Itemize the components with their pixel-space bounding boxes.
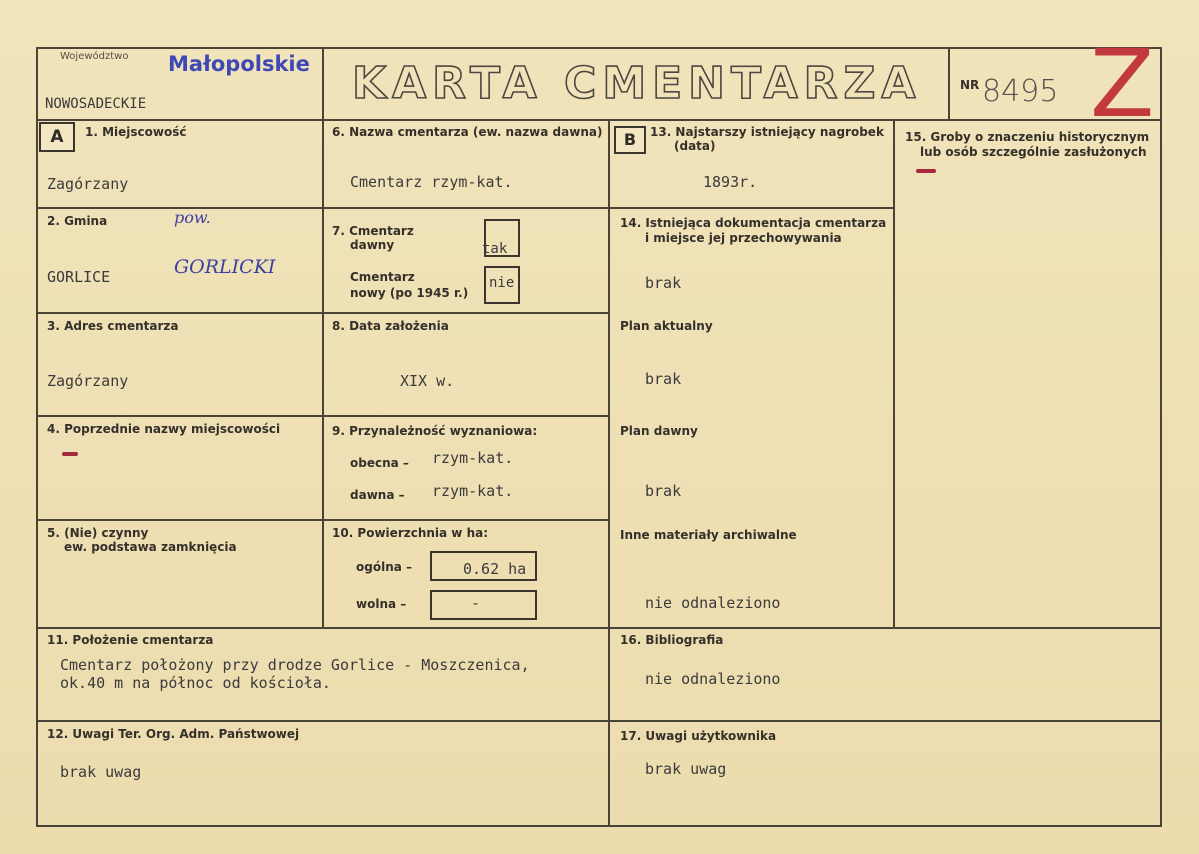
- archives-label: Inne materiały archiwalne: [620, 528, 797, 542]
- field-9-current-label: obecna –: [350, 456, 409, 470]
- field-4-label: 4. Poprzednie nazwy miejscowości: [47, 422, 281, 436]
- field-15-empty-mark: [916, 169, 936, 173]
- category-letter: Z: [1090, 30, 1155, 139]
- field-4-empty-mark: [62, 452, 78, 456]
- header-col-1: [322, 47, 324, 121]
- field-10-free-label: wolna –: [356, 597, 407, 611]
- field-13-value: 1893r.: [703, 173, 758, 191]
- plan-current-value: brak: [645, 370, 682, 388]
- old-voivodeship: NOWOSADECKIE: [45, 96, 147, 112]
- card-number: 8495: [982, 74, 1059, 109]
- field-16-label: 16. Bibliografia: [620, 633, 724, 647]
- field-11-label: 11. Położenie cmentarza: [47, 633, 214, 647]
- field-12-value: brak uwag: [60, 763, 142, 781]
- section-b-badge: B: [614, 126, 646, 154]
- field-16-value: nie odnaleziono: [645, 670, 781, 688]
- field-1-label: 1. Miejscowość: [85, 125, 187, 139]
- field-13-label: 13. Najstarszy istniejący nagrobek: [650, 125, 884, 139]
- header-divider: [36, 119, 1162, 121]
- field-5-sub: ew. podstawa zamknięcia: [64, 540, 237, 554]
- field-15-label-2: lub osób szczególnie zasłużonych: [920, 145, 1147, 159]
- field-9-former-value: rzym-kat.: [432, 482, 514, 500]
- voivodeship-stamp: Małopolskie: [168, 52, 310, 76]
- row-4: [36, 519, 610, 521]
- row-1: [36, 207, 894, 209]
- section-a-badge: A: [39, 122, 75, 152]
- field-7-new-value: nie: [489, 275, 515, 291]
- field-6-value: Cmentarz rzym-kat.: [350, 173, 513, 191]
- field-7-old-label-2: dawny: [350, 238, 395, 252]
- field-17-value: brak uwag: [645, 760, 727, 778]
- field-2-label: 2. Gmina: [47, 214, 108, 228]
- field-17-label: 17. Uwagi użytkownika: [620, 729, 777, 743]
- row-2: [36, 312, 610, 314]
- field-9-former-label: dawna –: [350, 488, 405, 502]
- field-10-total-label: ogólna –: [356, 560, 413, 574]
- field-10-free-value: -: [471, 594, 481, 612]
- field-14-value: brak: [645, 274, 682, 292]
- nr-label: NR: [960, 78, 980, 92]
- field-8-label: 8. Data założenia: [332, 319, 449, 333]
- field-10-total-value: 0.62 ha: [463, 560, 527, 578]
- field-7-new-label-2: nowy (po 1945 r.): [350, 286, 469, 300]
- field-6-label: 6. Nazwa cmentarza (ew. nazwa dawna): [332, 125, 603, 139]
- field-11-line-2: ok.40 m na północ od kościoła.: [60, 674, 331, 692]
- field-7-old-label: 7. Cmentarz: [332, 224, 414, 238]
- field-9-current-value: rzym-kat.: [432, 449, 514, 467]
- field-8-value: XIX w.: [400, 372, 455, 390]
- field-2-hand-value: GORLICKI: [174, 256, 276, 278]
- field-14-label: 14. Istniejąca dokumentacja cmentarza: [620, 216, 887, 230]
- row-5: [36, 627, 1162, 629]
- field-14-label-2: i miejsce jej przechowywania: [645, 231, 842, 245]
- field-3-value: Zagórzany: [47, 372, 129, 390]
- frame-top: [36, 47, 1162, 49]
- card-title: KARTA CMENTARZA: [352, 58, 922, 109]
- col-a1: [322, 119, 324, 629]
- voivodeship-label: Województwo: [60, 51, 129, 62]
- row-3: [36, 415, 610, 417]
- row-6: [36, 720, 1162, 722]
- plan-current-label: Plan aktualny: [620, 319, 713, 333]
- field-1-value: Zagórzany: [47, 175, 129, 193]
- frame-left: [36, 47, 38, 827]
- plan-old-value: brak: [645, 482, 682, 500]
- archives-value: nie odnaleziono: [645, 594, 781, 612]
- field-12-label: 12. Uwagi Ter. Org. Adm. Państwowej: [47, 727, 300, 741]
- field-3-label: 3. Adres cmentarza: [47, 319, 179, 333]
- field-15-label: 15. Groby o znaczeniu historycznym: [905, 130, 1150, 144]
- frame-bottom: [36, 825, 1162, 827]
- header-col-2: [948, 47, 950, 121]
- plan-old-label: Plan dawny: [620, 424, 698, 438]
- field-7-old-value: tak: [482, 241, 508, 257]
- field-9-label: 9. Przynależność wyznaniowa:: [332, 424, 538, 438]
- frame-right: [1160, 47, 1162, 827]
- field-10-label: 10. Powierzchnia w ha:: [332, 526, 489, 540]
- field-7-new-label: Cmentarz: [350, 270, 415, 284]
- field-5-label: 5. (Nie) czynny: [47, 526, 149, 540]
- col-b1: [893, 119, 895, 629]
- field-2-hand-top: pow.: [174, 208, 211, 227]
- field-13-label-2: (data): [674, 139, 716, 153]
- field-2-typed: GORLICE: [47, 268, 111, 286]
- field-11-line-1: Cmentarz położony przy drodze Gorlice - Moszczenica,: [60, 656, 530, 674]
- field-10-free-box: [430, 590, 537, 620]
